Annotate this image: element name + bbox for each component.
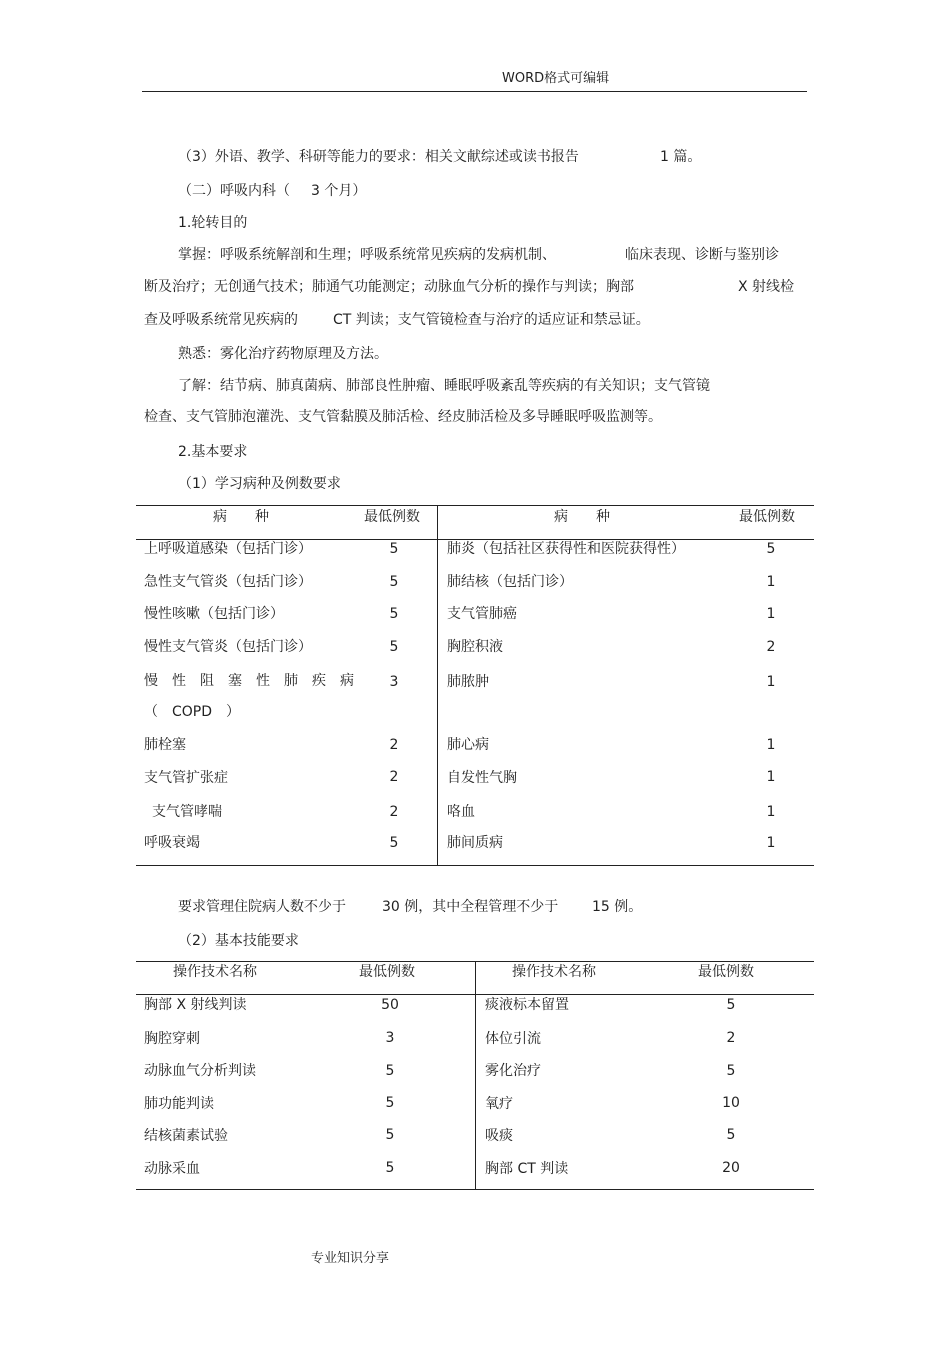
disease-count: 5 <box>389 835 399 851</box>
skill-name: 胸部 X 射线判读 <box>144 997 247 1013</box>
disease-name: 肺栓塞 <box>144 737 186 753</box>
disease-count: 1 <box>766 835 776 851</box>
familiar-line: 熟悉：雾化治疗药物原理及方法。 <box>178 346 388 362</box>
skill-name: 肺功能判读 <box>144 1096 214 1112</box>
disease-count: 1 <box>766 606 776 622</box>
disease-count: 2 <box>766 639 776 655</box>
master-line-2: 断及治疗；无创通气技术；肺通气功能测定；动脉血气分析的操作与判读；胸部 <box>144 279 634 295</box>
disease-count: 5 <box>766 541 776 557</box>
skill-count: 5 <box>385 1063 395 1079</box>
disease-name: 慢性支气管炎（包括门诊） <box>144 639 312 655</box>
disease-name: 肺心病 <box>447 737 489 753</box>
paragraph-language-requirement: （3）外语、教学、科研等能力的要求：相关文献综述或读书报告 <box>178 149 579 165</box>
disease-header-name-left: 病 种 <box>213 509 269 525</box>
skill-header-name-left: 操作技术名称 <box>173 964 257 980</box>
skill-count: 50 <box>381 997 399 1013</box>
manage-line-part-2: 30 例，其中全程管理不少于 <box>382 899 559 915</box>
skill-name: 体位引流 <box>485 1031 541 1047</box>
skill-name: 氧疗 <box>485 1096 513 1112</box>
master-line-1: 掌握：呼吸系统解剖和生理；呼吸系统常见疾病的发病机制、 <box>178 247 556 263</box>
disease-count: 5 <box>389 574 399 590</box>
manage-line-part-3: 15 例。 <box>592 899 643 915</box>
disease-header-count-right: 最低例数 <box>739 509 795 525</box>
skill-name: 动脉血气分析判读 <box>144 1063 256 1079</box>
skill-name: 动脉采血 <box>144 1161 200 1177</box>
header-rule <box>142 91 807 92</box>
disease-name: 支气管扩张症 <box>144 770 228 786</box>
disease-name: 肺炎（包括社区获得性和医院获得性） <box>447 541 685 557</box>
disease-name: 急性支气管炎（包括门诊） <box>144 574 312 590</box>
skill-heading: （2）基本技能要求 <box>178 933 299 949</box>
skill-count: 5 <box>385 1095 395 1111</box>
disease-name: 咯血 <box>447 804 475 820</box>
disease-name: 胸腔积液 <box>447 639 503 655</box>
disease-table-divider <box>437 505 438 865</box>
skill-count: 20 <box>722 1160 740 1176</box>
skill-name: 雾化治疗 <box>485 1063 541 1079</box>
skill-name: 结核菌素试验 <box>144 1128 228 1144</box>
understand-line-2: 检查、支气管肺泡灌洗、支气管黏膜及肺活检、经皮肺活检及多导睡眠呼吸监测等。 <box>144 409 662 425</box>
paragraph-language-requirement-count: 1 篇。 <box>660 149 702 165</box>
skill-count: 10 <box>722 1095 740 1111</box>
skill-header-name-right: 操作技术名称 <box>512 964 596 980</box>
disease-count: 2 <box>389 769 399 785</box>
understand-line-1: 了解：结节病、肺真菌病、肺部良性肿瘤、睡眠呼吸紊乱等疾病的有关知识；支气管镜 <box>178 378 710 394</box>
skill-name: 吸痰 <box>485 1128 513 1144</box>
goal-heading: 1.轮转目的 <box>178 215 248 231</box>
skill-header-count-left: 最低例数 <box>359 964 415 980</box>
basic-heading: 2.基本要求 <box>178 444 248 460</box>
disease-name: 肺脓肿 <box>447 674 489 690</box>
master-line-2b: X 射线检 <box>738 279 795 295</box>
disease-header-name-right: 病 种 <box>554 509 610 525</box>
disease-count: 1 <box>766 737 776 753</box>
disease-count: 5 <box>389 541 399 557</box>
disease-name-continued: （ COPD ） <box>144 704 241 720</box>
disease-count: 2 <box>389 804 399 820</box>
skill-count: 5 <box>385 1127 395 1143</box>
skill-name: 胸腔穿刺 <box>144 1031 200 1047</box>
section-title-duration: 3 个月） <box>311 183 367 199</box>
footer-text: 专业知识分享 <box>311 1251 390 1266</box>
skill-count: 3 <box>385 1030 395 1046</box>
disease-name: 肺间质病 <box>447 835 503 851</box>
disease-count: 1 <box>766 804 776 820</box>
disease-count: 1 <box>766 674 776 690</box>
disease-name: 支气管肺癌 <box>447 606 517 622</box>
disease-count: 5 <box>389 639 399 655</box>
disease-table-top-rule <box>136 505 814 506</box>
skill-count: 5 <box>726 997 736 1013</box>
disease-count: 2 <box>389 737 399 753</box>
disease-table-bottom-rule <box>136 865 814 866</box>
master-line-1b: 临床表现、诊断与鉴别诊 <box>625 247 779 263</box>
disease-header-count-left: 最低例数 <box>364 509 420 525</box>
skill-count: 5 <box>385 1160 395 1176</box>
skill-count: 5 <box>726 1063 736 1079</box>
skill-name: 胸部 CT 判读 <box>485 1161 569 1177</box>
header-title: WORD格式可编辑 <box>502 71 610 86</box>
disease-name: 上呼吸道感染（包括门诊） <box>144 541 312 557</box>
skill-name: 痰液标本留置 <box>485 997 569 1013</box>
disease-count: 5 <box>389 606 399 622</box>
manage-line-part-1: 要求管理住院病人数不少于 <box>178 899 346 915</box>
disease-name: 呼吸衰竭 <box>144 835 200 851</box>
skill-count: 2 <box>726 1030 736 1046</box>
disease-heading: （1）学习病种及例数要求 <box>178 476 341 492</box>
disease-name: 自发性气胸 <box>447 770 517 786</box>
skill-count: 5 <box>726 1127 736 1143</box>
section-title: （二）呼吸内科（ <box>178 183 290 199</box>
skill-header-count-right: 最低例数 <box>698 964 754 980</box>
master-line-3b: CT 判读；支气管镜检查与治疗的适应证和禁忌证。 <box>333 312 650 328</box>
disease-name: 慢性咳嗽（包括门诊） <box>144 606 284 622</box>
disease-name: 支气管哮喘 <box>152 804 222 820</box>
disease-count: 3 <box>389 674 399 690</box>
master-line-3: 查及呼吸系统常见疾病的 <box>144 312 298 328</box>
disease-count: 1 <box>766 769 776 785</box>
disease-name: 肺结核（包括门诊） <box>447 574 573 590</box>
disease-name: 慢 性 阻 塞 性 肺 疾 病 <box>144 673 354 689</box>
skill-table-divider <box>475 961 476 1190</box>
disease-count: 1 <box>766 574 776 590</box>
